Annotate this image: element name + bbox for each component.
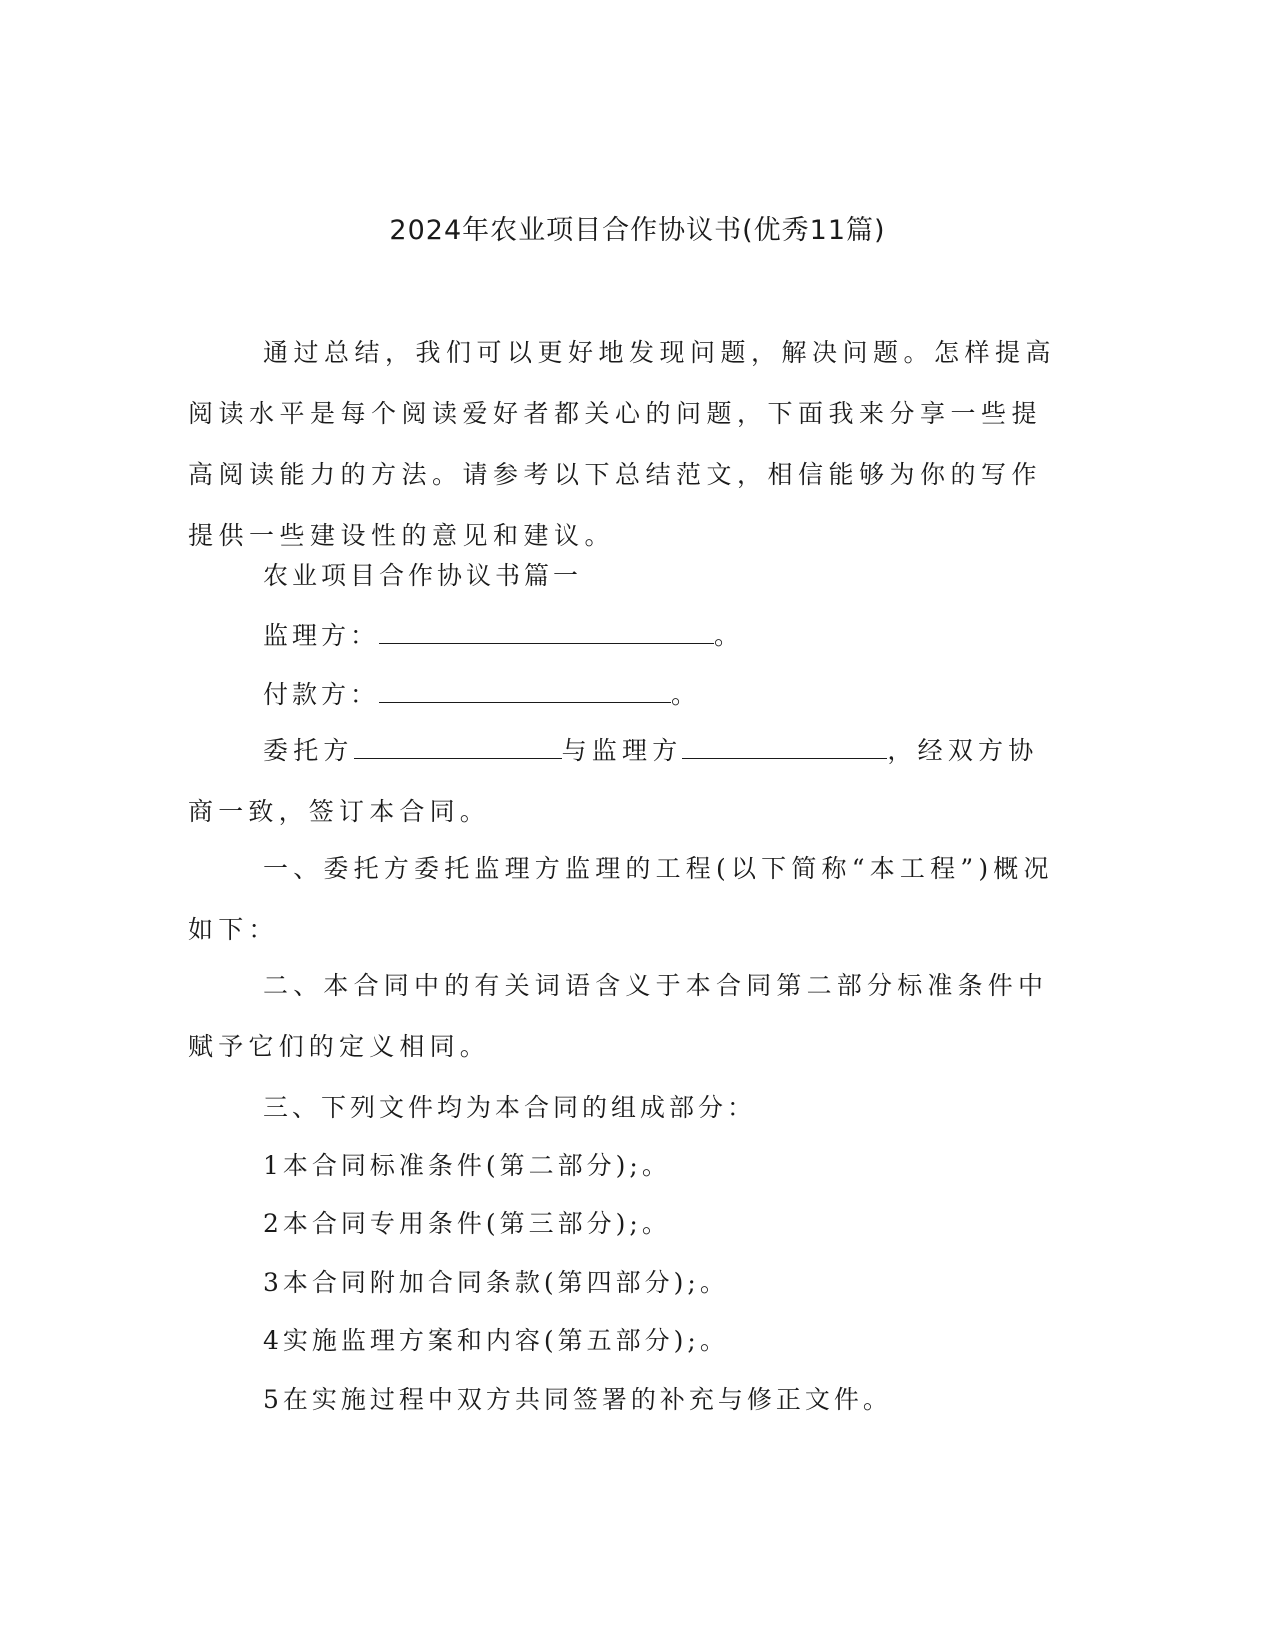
supervisor-line	[263, 616, 743, 652]
payer-blank	[379, 680, 671, 703]
payer-end: 。	[671, 680, 701, 709]
supervisor-name-blank	[682, 736, 887, 759]
supervisor-end: 。	[714, 621, 744, 650]
intro-paragraph: 通过总结，我们可以更好地发现问题，解决问题。怎样提高阅读水平是每个阅读爱好者都关心的问题，下面我来分享一些提高阅读能力的方法。请参考以下总结范文，相信能够为你的写作提供一些建设性的意见和建议。	[188, 338, 1057, 550]
payer-label: 付款方：	[263, 680, 380, 709]
client-blank	[354, 736, 562, 759]
list-item-4: 4实施监理方案和内容(第五部分);。	[263, 1326, 729, 1355]
section-heading: 农业项目合作协议书篇一	[263, 561, 583, 590]
list-item-5: 5在实施过程中双方共同签署的补充与修正文件。	[263, 1385, 892, 1414]
supervisor-blank	[379, 621, 714, 644]
list-item-2: 2本合同专用条件(第三部分);。	[263, 1209, 671, 1238]
client-end: ，经双方协商一致，签订本合同。	[188, 736, 1039, 826]
payer-line	[263, 675, 700, 711]
clause-1: 一、委托方委托监理方监理的工程(以下简称“本工程”)概况如下：	[188, 854, 1054, 944]
client-paragraph	[188, 720, 1068, 842]
supervisor-label: 监理方：	[263, 621, 380, 650]
list-item-3: 3本合同附加合同条款(第四部分);。	[263, 1268, 729, 1297]
list-item-1: 1本合同标准条件(第二部分);。	[263, 1151, 671, 1180]
clause-2: 二、本合同中的有关词语含义于本合同第二部分标准条件中赋予它们的定义相同。	[188, 971, 1049, 1061]
client-mid: 与监理方	[561, 736, 683, 765]
clause-3: 三、下列文件均为本合同的组成部分：	[263, 1093, 757, 1122]
document-title: 2024年农业项目合作协议书(优秀11篇)	[389, 215, 886, 246]
client-label: 委托方	[263, 736, 354, 765]
